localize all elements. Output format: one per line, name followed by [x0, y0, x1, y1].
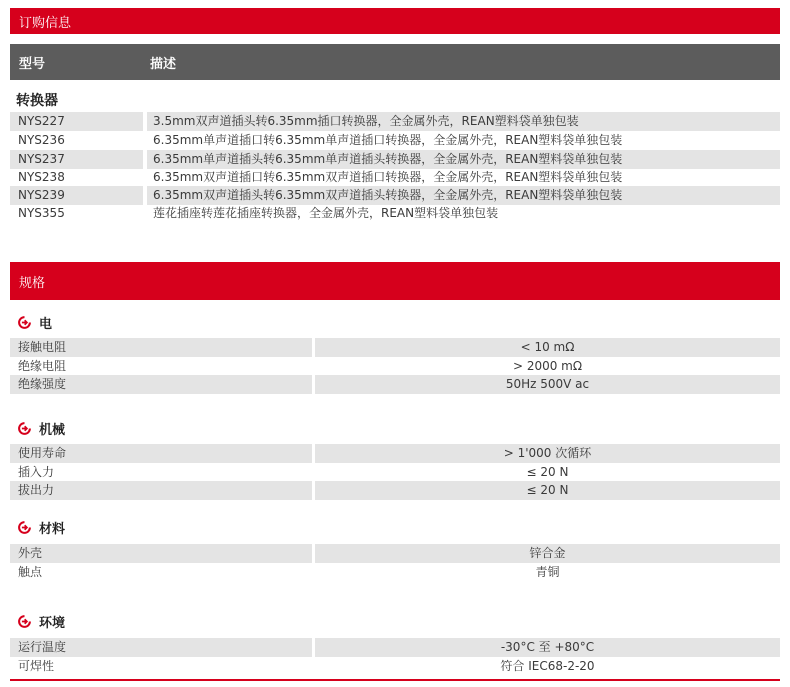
table-row — [10, 150, 780, 169]
spec-group-mechanical — [18, 419, 65, 438]
description-cell: 6.35mm双声道插口转6.35mm双声道插口转换器，全金属外壳，REAN塑料袋单独包装 — [153, 170, 623, 184]
ordering-section-title: 订购信息 — [19, 15, 72, 31]
description-cell: 3.5mm双声道插头转6.35mm插口转换器，全金属外壳，REAN塑料袋单独包装 — [147, 112, 780, 131]
spec-key: 接触电阻 — [10, 338, 312, 357]
spec-value: ≤ 20 N — [315, 481, 780, 500]
model-cell: NYS238 — [18, 170, 65, 184]
table-row — [10, 131, 780, 150]
spec-row — [10, 563, 780, 582]
spec-group-title: 机械 — [39, 423, 66, 438]
spec-row — [10, 444, 780, 463]
spec-row — [10, 481, 780, 500]
description-cell: 6.35mm单声道插头转6.35mm单声道插头转换器，全金属外壳，REAN塑料袋单独包装 — [147, 150, 780, 169]
spec-key: 拔出力 — [10, 481, 312, 500]
specs-section-title: 规格 — [19, 275, 46, 291]
description-cell: 莲花插座转莲花插座转换器，全金属外壳，REAN塑料袋单独包装 — [153, 206, 499, 220]
spec-row — [10, 638, 780, 657]
spec-key: 外壳 — [10, 544, 312, 563]
model-cell: NYS239 — [10, 186, 143, 205]
spec-row — [10, 463, 780, 482]
red-circle-arrow-icon — [18, 422, 31, 435]
description-cell: 6.35mm双声道插头转6.35mm双声道插头转换器，全金属外壳，REAN塑料袋单独包装 — [147, 186, 780, 205]
red-circle-arrow-icon — [18, 316, 31, 329]
spec-key: 可焊性 — [18, 659, 55, 673]
spec-group-environment — [18, 612, 65, 631]
spec-value: -30°C 至 +80°C — [315, 638, 780, 657]
spec-group-title: 环境 — [39, 616, 66, 631]
spec-value: 青铜 — [535, 565, 560, 579]
model-cell: NYS236 — [18, 133, 65, 147]
spec-key: 绝缘强度 — [10, 375, 312, 394]
spec-row — [10, 375, 780, 394]
product-group-title: 转换器 — [16, 93, 58, 109]
table-row — [10, 186, 780, 205]
spec-group-title: 材料 — [39, 522, 66, 537]
spec-value: 50Hz 500V ac — [315, 375, 780, 394]
spec-group-electrical — [18, 313, 52, 332]
spec-value: > 1'000 次循环 — [315, 444, 780, 463]
table-row — [10, 168, 780, 187]
spec-key: 触点 — [18, 565, 43, 579]
spec-key: 使用寿命 — [10, 444, 312, 463]
model-cell: NYS237 — [10, 150, 143, 169]
spec-key: 绝缘电阻 — [18, 359, 67, 373]
spec-value: 锌合金 — [315, 544, 780, 563]
spec-key: 运行温度 — [10, 638, 312, 657]
spec-group-material — [18, 518, 65, 537]
model-cell: NYS355 — [18, 206, 65, 220]
spec-value: < 10 mΩ — [315, 338, 780, 357]
spec-value: 符合 IEC68-2-20 — [500, 659, 595, 673]
specs-section-header — [10, 262, 780, 300]
red-circle-arrow-icon — [18, 615, 31, 628]
spec-row — [10, 544, 780, 563]
ordering-table-header — [10, 44, 780, 80]
spec-key: 插入力 — [18, 465, 55, 479]
spec-row — [10, 357, 780, 376]
model-cell: NYS227 — [10, 112, 143, 131]
table-row — [10, 204, 780, 223]
spec-row — [10, 338, 780, 357]
spec-row — [10, 657, 780, 676]
column-header-description: 描述 — [150, 57, 177, 72]
spec-group-title: 电 — [39, 317, 53, 332]
description-cell: 6.35mm单声道插口转6.35mm单声道插口转换器，全金属外壳，REAN塑料袋单独包装 — [153, 133, 623, 147]
column-header-model: 型号 — [19, 57, 46, 72]
table-row — [10, 112, 780, 131]
bottom-divider — [10, 679, 780, 681]
red-circle-arrow-icon — [18, 521, 31, 534]
spec-value: ≤ 20 N — [526, 465, 569, 479]
ordering-section-header — [10, 8, 780, 34]
spec-value: > 2000 mΩ — [512, 359, 583, 373]
